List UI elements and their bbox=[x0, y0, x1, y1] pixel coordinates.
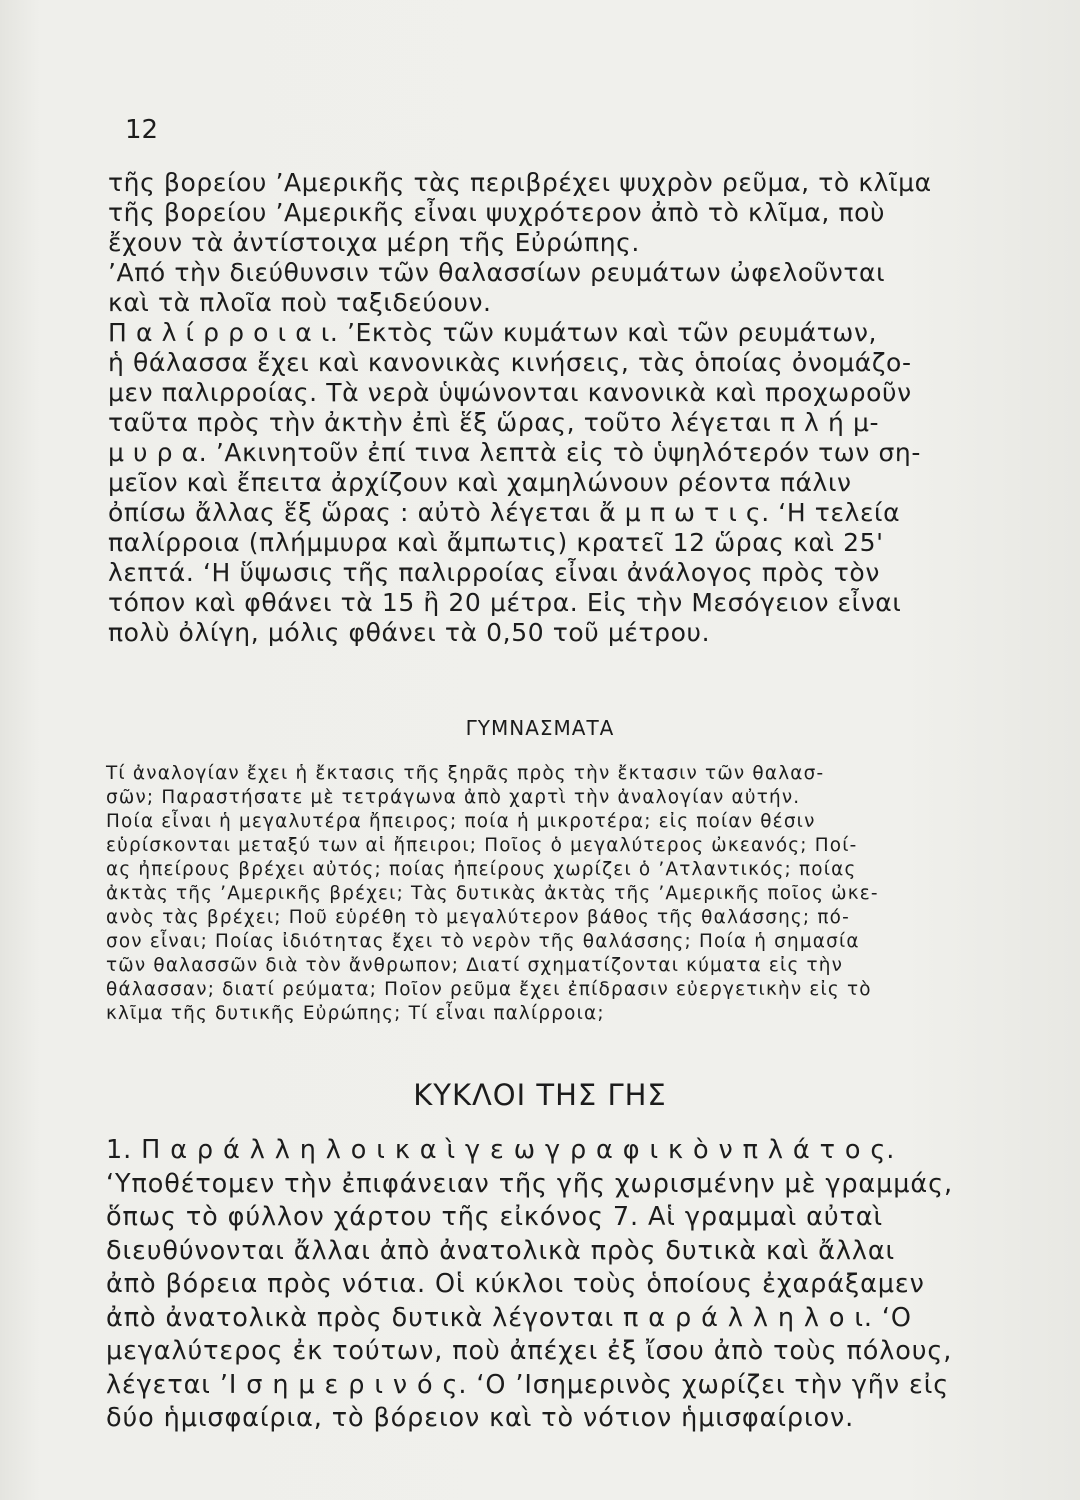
section-line: ὅπως τὸ φύλλον χάρτου τῆς εἰκόνος 7. Αἱ γραμμαὶ αὐταὶ bbox=[106, 1202, 883, 1232]
exercise-line: Ποία εἶναι ἡ μεγαλυτέρα ἤπειρος; ποία ἡ μικροτέρα; εἰς ποίαν θέσιν bbox=[106, 811, 816, 832]
section-line: ἀπὸ βόρεια πρὸς νότια. Οἱ κύκλοι τοὺς ὁποίους ἐχαράξαμεν bbox=[106, 1269, 925, 1299]
text-line: πολὺ ὀλίγη, μόλις φθάνει τὰ 0,50 τοῦ μέτρου. bbox=[108, 618, 711, 647]
text-line: παλίρροια (πλήμμυρα καὶ ἄμπωτις) κρατεῖ 12 ὥρας καὶ 25' bbox=[108, 528, 884, 557]
text-line: ἔχουν τὰ ἀντίστοιχα μέρη τῆς Εὐρώπης. bbox=[108, 228, 640, 257]
text-line: Π α λ ί ρ ρ ο ι α ι. ’Εκτὸς τῶν κυμάτων καὶ τῶν ρευμάτων, bbox=[108, 318, 878, 347]
exercise-line: Τί ἀναλογίαν ἔχει ἡ ἔκτασις τῆς ξηρᾶς πρὸς τὴν ἔκτασιν τῶν θαλασ- bbox=[106, 763, 825, 784]
text-line: λεπτά. ‘Η ὕψωσις τῆς παλιρροίας εἶναι ἀνάλογος πρὸς τὸν bbox=[108, 558, 880, 587]
text-line: μεν παλιρροίας. Τὰ νερὰ ὑψώνονται κανονικὰ καὶ προχωροῦν bbox=[108, 378, 912, 407]
section-line: διευθύνονται ἄλλαι ἀπὸ ἀνατολικὰ πρὸς δυτικὰ καὶ ἄλλαι bbox=[106, 1235, 896, 1266]
exercise-line: σῶν; Παραστήσατε μὲ τετράγωνα ἀπὸ χαρτὶ τὴν ἀναλογίαν αὐτήν. bbox=[106, 787, 801, 808]
text-line: ’Από τὴν διεύθυνσιν τῶν θαλασσίων ρευμάτων ὠφελοῦνται bbox=[108, 258, 886, 287]
text-line: ἡ θάλασσα ἔχει καὶ κανονικὰς κινήσεις, τὰς ὁποίας ὀνομάζο- bbox=[108, 348, 912, 377]
section-line: ‘Υποθέτομεν τὴν ἐπιφάνειαν τῆς γῆς χωρισμένην μὲ γραμμάς, bbox=[106, 1168, 953, 1199]
text-line: τῆς βορείου ’Αμερικῆς τὰς περιβρέχει ψυχρὸν ρεῦμα, τὸ κλῖμα bbox=[108, 168, 932, 197]
page-number: 12 bbox=[125, 115, 159, 145]
text-line: ὀπίσω ἄλλας ἕξ ὥρας : αὐτὸ λέγεται ἄ μ π ω τ ι ς. ‘Η τελεία bbox=[108, 498, 901, 527]
text-line: τῆς βορείου ’Αμερικῆς εἶναι ψυχρότερον ἀπὸ τὸ κλῖμα, ποὺ bbox=[108, 198, 886, 227]
text-line: μ υ ρ α. ’Ακινητοῦν ἐπί τινα λεπτὰ εἰς τὸ ὑψηλότερόν των ση- bbox=[108, 438, 921, 467]
section-line: δύο ἡμισφαίρια, τὸ βόρειον καὶ τὸ νότιον ἡμισφαίριον. bbox=[106, 1403, 855, 1433]
exercise-line: τῶν θαλασσῶν διὰ τὸν ἄνθρωπον; Διατί σχηματίζονται κύματα εἰς τὴν bbox=[106, 955, 844, 976]
exercise-line: ανὸς τὰς βρέχει; Ποῦ εὑρέθη τὸ μεγαλύτερον βάθος τῆς θαλάσσης; πό- bbox=[106, 907, 850, 928]
chapter-heading: ΚΥΚΛΟΙ ΤΗΣ ΓΗΣ bbox=[413, 1078, 667, 1112]
text-line: καὶ τὰ πλοῖα ποὺ ταξιδεύουν. bbox=[108, 288, 492, 317]
text-line: μεῖον καὶ ἔπειτα ἀρχίζουν καὶ χαμηλώνουν ρέοντα πάλιν bbox=[108, 468, 852, 497]
exercises-heading: ΓΥΜΝΑΣΜΑΤΑ bbox=[465, 716, 615, 740]
section-line: ἀπὸ ἀνατολικὰ πρὸς δυτικὰ λέγονται π α ρ ά λ λ η λ ο ι. ‘Ο bbox=[106, 1302, 912, 1333]
section-line: μεγαλύτερος ἐκ τούτων, ποὺ ἀπέχει ἐξ ἴσου ἀπὸ τοὺς πόλους, bbox=[106, 1336, 953, 1366]
text-line: τόπον καὶ φθάνει τὰ 15 ἢ 20 μέτρα. Εἰς τὴν Μεσόγειον εἶναι bbox=[108, 588, 902, 617]
body-paragraphs bbox=[108, 168, 1048, 648]
exercise-line: κλῖμα τῆς δυτικῆς Εὐρώπης; Τί εἶναι παλίρροια; bbox=[106, 1003, 605, 1024]
exercise-line: ας ἠπείρους βρέχει αὐτός; ποίας ἠπείρους χωρίζει ὁ ’Ατλαντικός; ποίας bbox=[106, 859, 857, 880]
exercise-line: ἀκτὰς τῆς ’Αμερικῆς βρέχει; Τὰς δυτικὰς ἀκτὰς τῆς ’Αμερικῆς ποῖος ὠκε- bbox=[106, 883, 879, 904]
exercises-block bbox=[106, 762, 1046, 1026]
exercise-line: σον εἶναι; Ποίας ἰδιότητας ἔχει τὸ νερὸν τῆς θαλάσσης; Ποία ἡ σημασία bbox=[106, 931, 860, 952]
section-paragraph bbox=[106, 1134, 1056, 1436]
exercise-line: εὑρίσκονται μεταξύ των αἱ ἤπειροι; Ποῖος ὁ μεγαλύτερος ὠκεανός; Ποί- bbox=[106, 835, 858, 856]
section-line: λέγεται ’Ι σ η μ ε ρ ι ν ό ς. ‘Ο ’Ισημερινὸς χωρίζει τὴν γῆν εἰς bbox=[106, 1369, 950, 1400]
section-line: 1. Π α ρ ά λ λ η λ ο ι κ α ὶ γ ε ω γ ρ α φ ι κ ὸ ν π λ ά τ ο ς. bbox=[106, 1135, 896, 1165]
text-line: ταῦτα πρὸς τὴν ἀκτὴν ἐπὶ ἕξ ὥρας, τοῦτο λέγεται π λ ή μ- bbox=[108, 408, 880, 437]
exercise-line: θάλασσαν; διατί ρεύματα; Ποῖον ρεῦμα ἔχει ἐπίδρασιν εὐεργετικὴν εἰς τὸ bbox=[106, 979, 872, 1000]
